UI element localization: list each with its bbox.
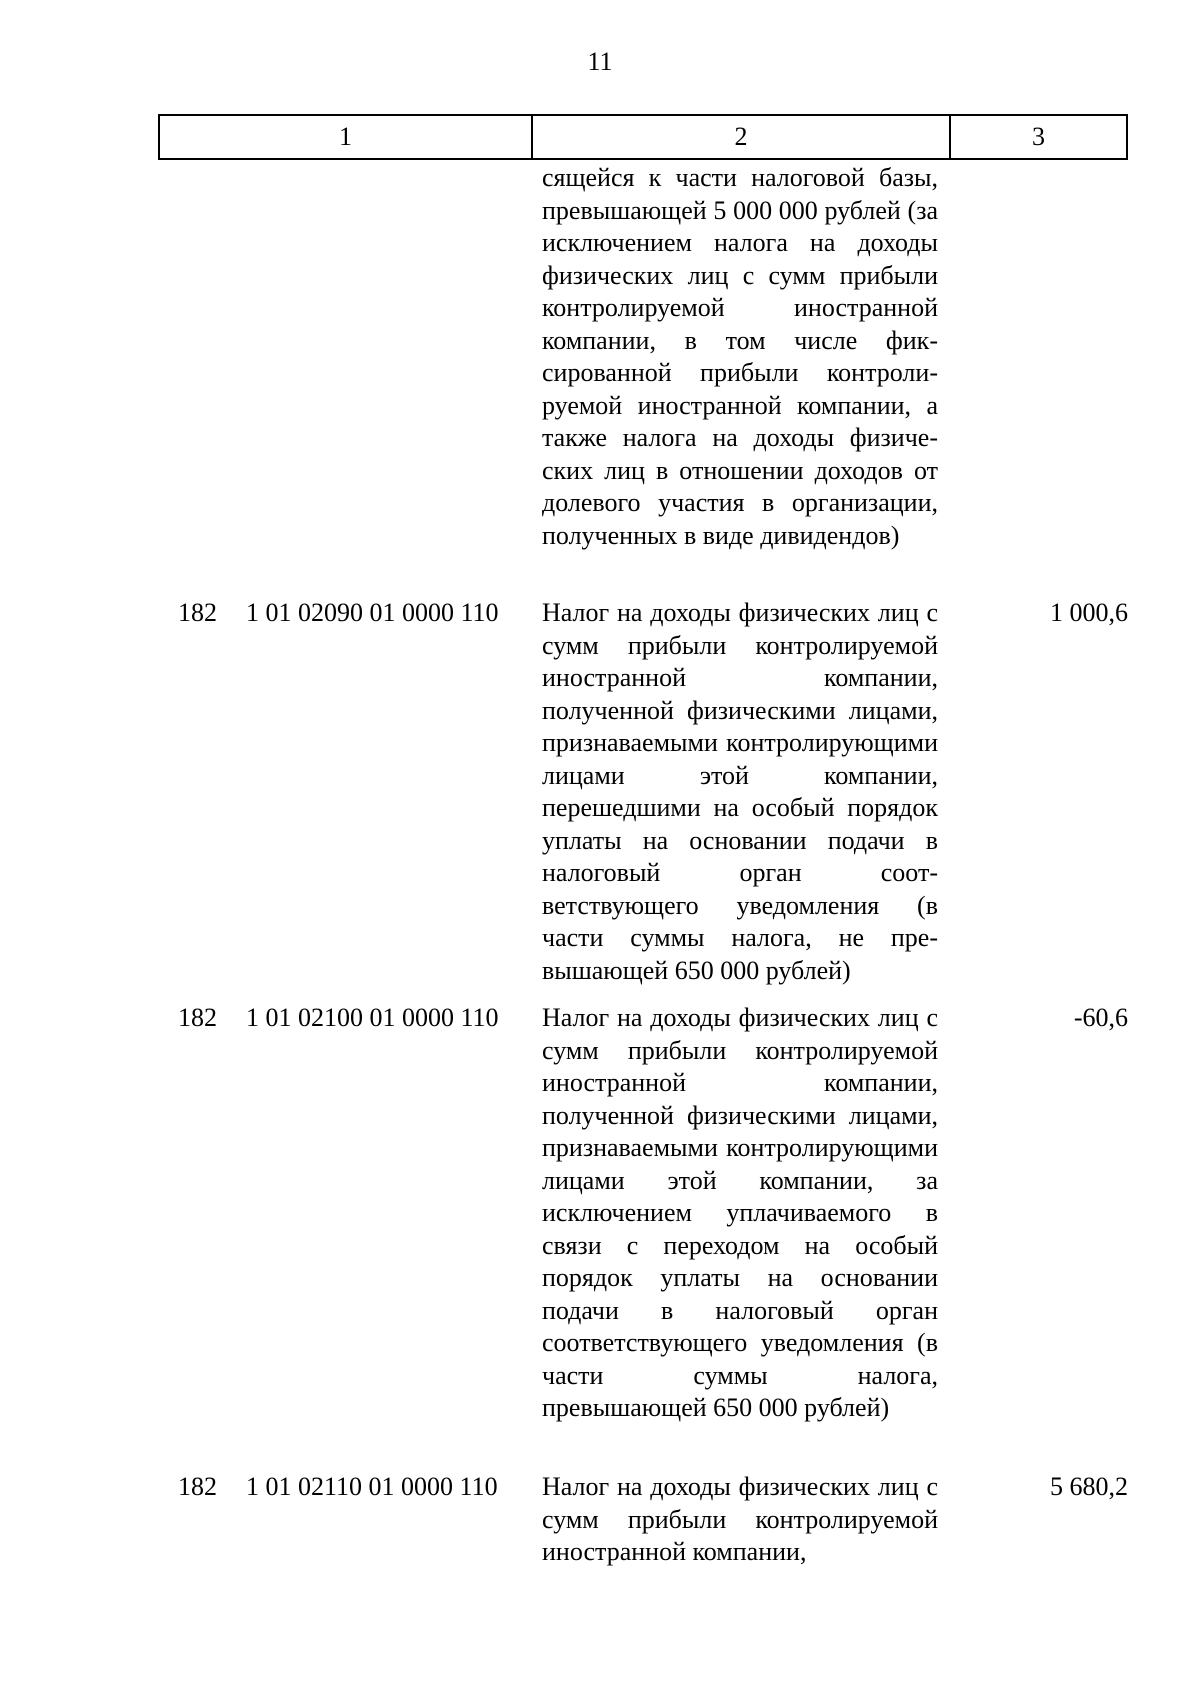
row-description: Налог на доходы физических лиц с сумм прибыли контролируемой иностранной компании, [542, 1472, 938, 1566]
kbk-code: 1 01 02100 01 0000 110 [246, 1003, 499, 1032]
row-amount: -60,6 [1073, 1003, 1128, 1032]
header-col-3: 3 [1032, 122, 1045, 151]
continuation-description: сящейся к части налоговой базы, превышающей 5 000 000 рублей (за исключением налога на доходы физических лиц с сумм прибыли контролируемой иностранной компании, в том числе фиксированной прибыли контролируемой иностранной компании, а также налога на доходы физических лиц в отношении доходов от долевого участия в организации, полученных в виде дивидендов) [542, 163, 938, 550]
row-description: Налог на доходы физических лиц с сумм прибыли контролируемой иностранной компании, полученной физическими лицами, признаваемыми контролирующими лицами этой компании, перешедшими на особый порядок уплаты на основании подачи в налоговый орган соответствующего уведомления (в части суммы налога, не превышающей 650 000 рублей) [542, 598, 938, 985]
kbk-code: 1 01 02090 01 0000 110 [246, 598, 499, 627]
header-col-1: 1 [160, 116, 533, 158]
row-amount: 1 000,6 [1050, 598, 1128, 627]
row-description: Налог на доходы физических лиц с сумм прибыли контролируемой иностранной компании, полученной физическими лицами, признаваемыми контролирующими лицами этой компании, за исключением уплачиваемого в связи с переходом на особый порядок уплаты на основании подачи в налоговый орган соответствующего уведомления (в части суммы налога, превышающей 650 000 рублей) [542, 1003, 938, 1422]
admin-code: 182 [178, 1003, 217, 1032]
admin-code: 182 [178, 598, 217, 627]
page-number: 11 [587, 47, 613, 76]
admin-code: 182 [178, 1472, 217, 1501]
kbk-code: 1 01 02110 01 0000 110 [246, 1472, 498, 1501]
table-header [158, 114, 1128, 160]
header-col-2: 2 [533, 116, 951, 158]
row-amount: 5 680,2 [1050, 1472, 1128, 1501]
